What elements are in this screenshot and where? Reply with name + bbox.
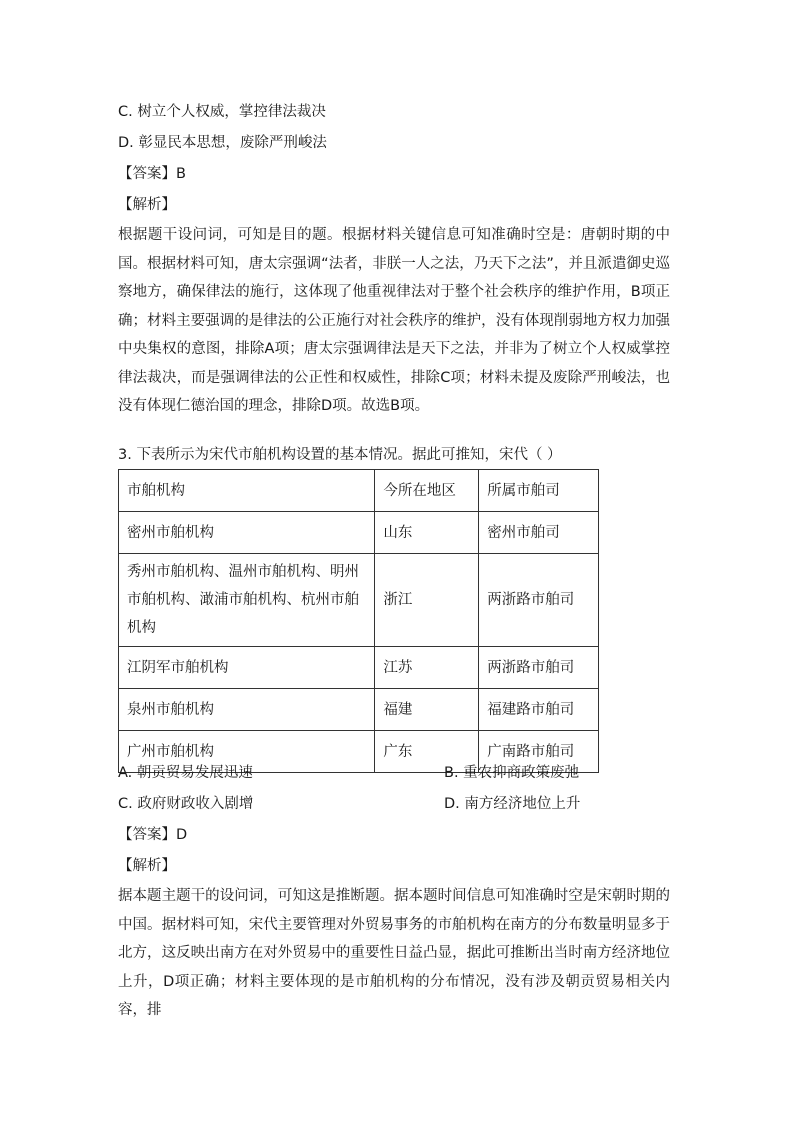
table-row	[119, 512, 599, 554]
option-d: D. 南方经济地位上升	[444, 796, 581, 812]
table-header-cell: 所属市舶司	[479, 470, 599, 512]
table-cell: 福建	[375, 689, 479, 731]
analysis-text-q3: 据本题主题干的设问词，可知这是推断题。据本题时间信息可知准确时空是宋朝时期的中国。据材料可知，宋代主要管理对外贸易事务的市舶机构在南方的分布数量明显多于北方，这反映出南方在对外贸易中的重要性日益凸显，据此可推断出当时南方经济地位上升，D项正确；材料主要体现的是市舶机构的分布情况，没有涉及朝贡贸易相关内容，排	[118, 888, 670, 1018]
table-row	[119, 647, 599, 689]
table-cell: 山东	[375, 512, 479, 554]
option-d-prev: D. 彰显民本思想，废除严刑峻法	[118, 135, 327, 151]
table-cell: 广东	[375, 731, 479, 773]
table-cell: 两浙路市舶司	[479, 554, 599, 647]
option-a: A. 朝贡贸易发展迅速	[118, 765, 253, 781]
answer-q2: 【答案】B	[118, 166, 186, 182]
table-header-cell: 今所在地区	[375, 470, 479, 512]
table-cell: 江苏	[375, 647, 479, 689]
option-c-prev: C. 树立个人权威，掌控律法裁决	[118, 104, 326, 120]
table-header-row	[119, 470, 599, 512]
table-cell: 福建路市舶司	[479, 689, 599, 731]
table-header-cell: 市舶机构	[119, 470, 375, 512]
table-cell: 密州市舶机构	[119, 512, 375, 554]
question-3-stem: 3. 下表所示为宋代市舶机构设置的基本情况。据此可推知，宋代（ ）	[118, 447, 562, 463]
shibo-table	[118, 469, 599, 773]
table-row	[119, 689, 599, 731]
table-row	[119, 554, 599, 647]
option-b: B. 重农抑商政策废弛	[444, 765, 580, 781]
analysis-text-q2: 根据题干设问词，可知是目的题。根据材料关键信息可知准确时空是：唐朝时期的中国。根据材料可知，唐太宗强调“法者，非朕一人之法，乃天下之法”，并且派遣御史巡察地方，确保律法的施行，这体现了他重视律法对于整个社会秩序的维护作用，B项正确；材料主要强调的是律法的公正施行对社会秩序的维护，没有体现削弱地方权力加强中央集权的意图，排除A项；唐太宗强调律法是天下之法，并非为了树立个人权威掌控律法裁决，而是强调律法的公正性和权威性，排除C项；材料未提及废除严刑峻法，也没有体现仁德治国的理念，排除D项。故选B项。	[118, 227, 670, 414]
analysis-label-q2: 【解析】	[118, 197, 176, 213]
table-cell: 秀州市舶机构、温州市舶机构、明州市舶机构、澉浦市舶机构、杭州市舶机构	[119, 554, 375, 647]
analysis-label-q3: 【解析】	[118, 858, 176, 874]
table-cell: 江阴军市舶机构	[119, 647, 375, 689]
table-cell: 广南路市舶司	[479, 731, 599, 773]
table-cell: 两浙路市舶司	[479, 647, 599, 689]
option-c: C. 政府财政收入剧增	[118, 796, 254, 812]
answer-q3: 【答案】D	[118, 827, 188, 843]
table-cell: 密州市舶司	[479, 512, 599, 554]
table-cell: 广州市舶机构	[119, 731, 375, 773]
table-cell: 浙江	[375, 554, 479, 647]
table-cell: 泉州市舶机构	[119, 689, 375, 731]
